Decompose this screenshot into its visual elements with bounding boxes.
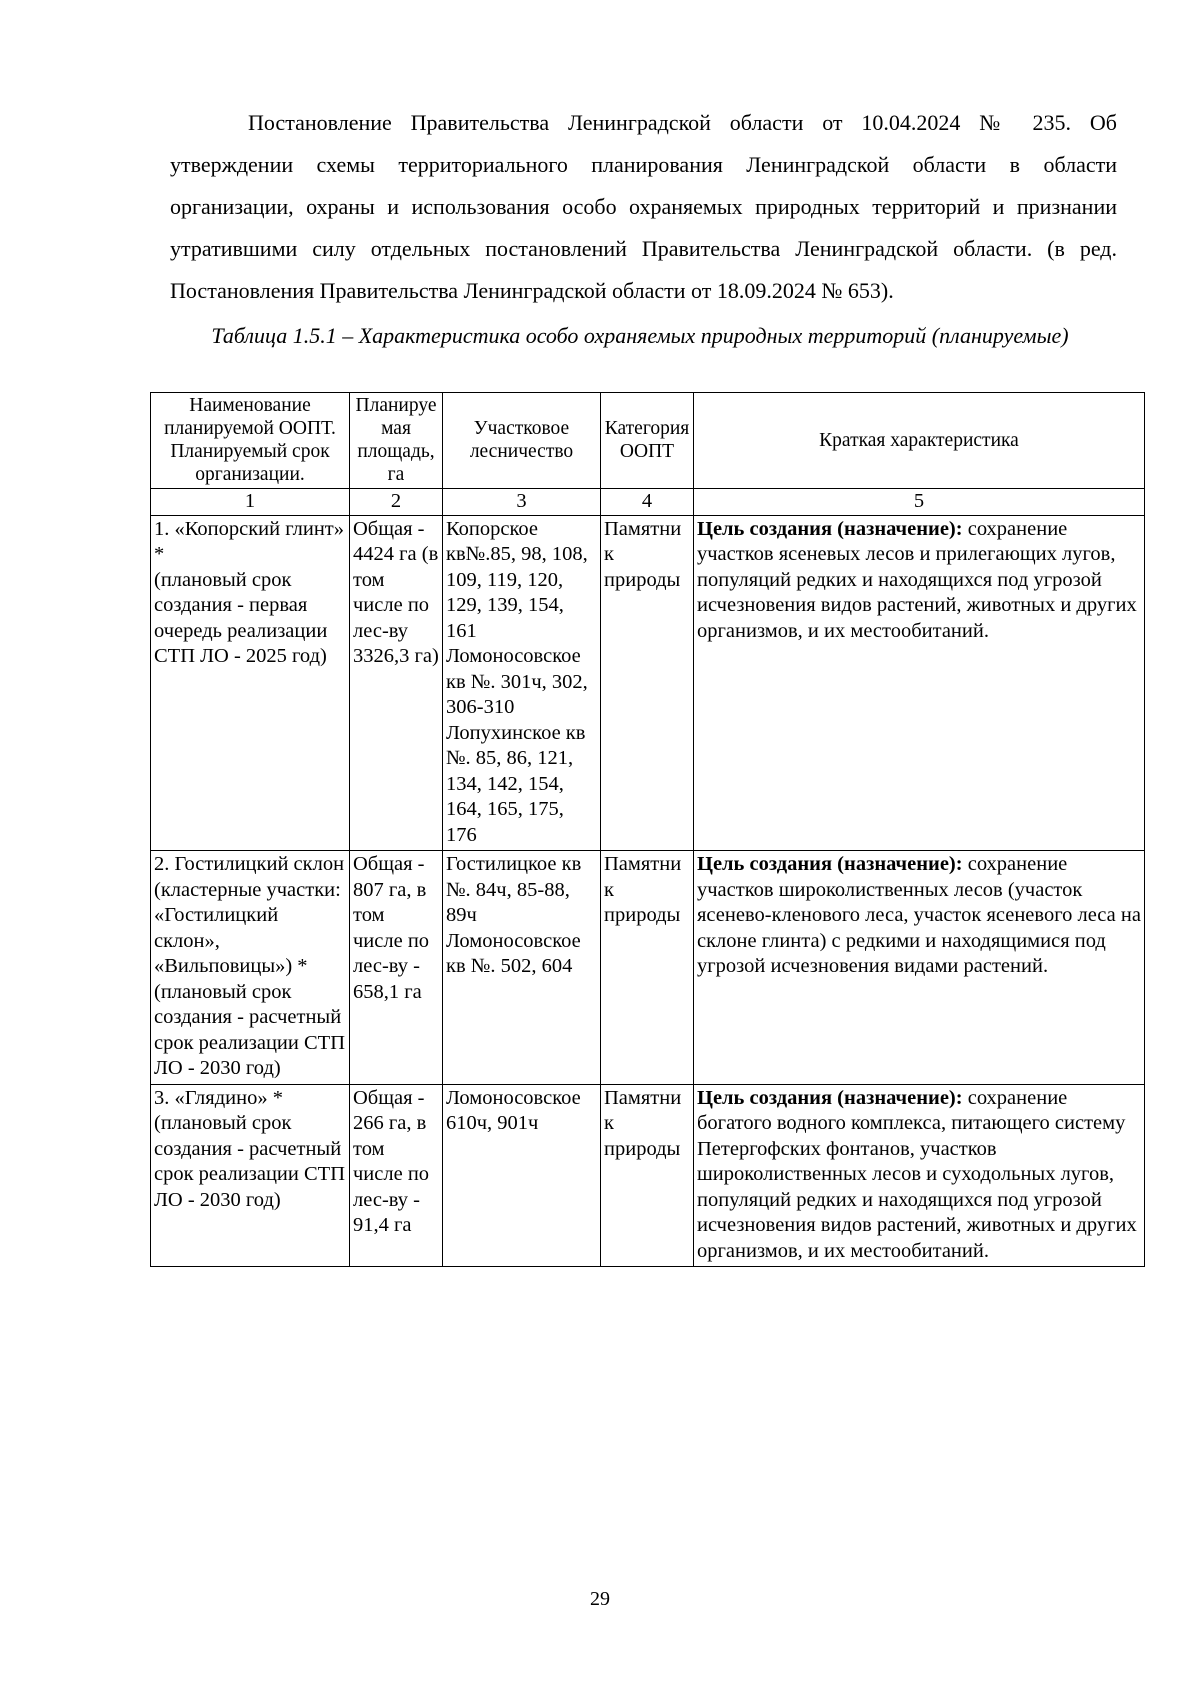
oopt-area: Общая - 4424 га (в том числе по лес-ву 3326,3 га) (350, 515, 443, 851)
oopt-category: Памятник природы (601, 515, 694, 851)
description-text: сохранение участков ясеневых лесов и прилегающих лугов, популяций редких и находящихся под угрозой исчезновения видов растений, животных и других организмов, и их местообитаний. (697, 517, 1137, 642)
oopt-forestry: Ломоносовское 610ч, 901ч (443, 1084, 601, 1267)
oopt-area: Общая - 266 га, в том числе по лес-ву - 91,4 га (350, 1084, 443, 1267)
column-number: 3 (443, 489, 601, 516)
header-area: Планируемая площадь, га (350, 393, 443, 489)
column-number: 4 (601, 489, 694, 516)
header-description: Краткая характеристика (694, 393, 1145, 489)
description-label: Цель создания (назначение): (697, 1086, 963, 1109)
column-number-row (151, 489, 1145, 516)
table-caption: Таблица 1.5.1 – Характеристика особо охраняемых природных территорий (планируемые) (211, 323, 1069, 348)
intro-paragraph: Постановление Правительства Ленинградской области от 10.04.2024 № 235. Об утверждении схемы территориального планирования Ленинградской области в области организации, охраны и использования особо охраняемых природных территорий и признании утратившими силу отдельных постановлений Правительства Ленинградской области. (в ред. Постановления Правительства Ленинградской области от 18.09.2024 № 653). (170, 110, 1117, 303)
column-number: 5 (694, 489, 1145, 516)
header-category: Категория ООПТ (601, 393, 694, 489)
table-header-row (151, 393, 1145, 489)
page-number: 29 (590, 1588, 610, 1610)
table-row (151, 1084, 1145, 1267)
oopt-table (150, 392, 1145, 1267)
oopt-description (694, 515, 1145, 851)
table-row (151, 515, 1145, 851)
oopt-name: 2. Гостилицкий склон (кластерные участки: «Гостилицкий склон», «Вильповицы») * (плановый срок создания - расчетный срок реализации СТП ЛО - 2030 год) (151, 851, 350, 1085)
oopt-category: Памятник природы (601, 851, 694, 1085)
table-row (151, 851, 1145, 1085)
oopt-description (694, 1084, 1145, 1267)
oopt-forestry: Копорское кв№.85, 98, 108, 109, 119, 120, 129, 139, 154, 161 Ломоносовское кв №. 301ч, 302, 306-310 Лопухинское кв №. 85, 86, 121, 134, 142, 154, 164, 165, 175, 176 (443, 515, 601, 851)
column-number: 1 (151, 489, 350, 516)
oopt-description (694, 851, 1145, 1085)
oopt-category: Памятник природы (601, 1084, 694, 1267)
description-text: сохранение богатого водного комплекса, питающего систему Петергофских фонтанов, участков широколиственных лесов и суходольных лугов, популяций редких и находящихся под угрозой исчезновения видов растений, животных и других организмов, и их местообитаний. (697, 1086, 1137, 1262)
oopt-forestry: Гостилицкое кв №. 84ч, 85-88, 89ч Ломоносовское кв №. 502, 604 (443, 851, 601, 1085)
header-name: Наименование планируемой ООПТ. Планируемый срок организации. (151, 393, 350, 489)
oopt-area: Общая - 807 га, в том числе по лес-ву - 658,1 га (350, 851, 443, 1085)
oopt-name: 3. «Глядино» * (плановый срок создания - расчетный срок реализации СТП ЛО - 2030 год) (151, 1084, 350, 1267)
description-label: Цель создания (назначение): (697, 853, 963, 875)
column-number: 2 (350, 489, 443, 516)
description-text: сохранение участков широколиственных лесов (участок ясенево-кленового леса, участок ясеневого леса на склоне глинта) с редкими и находящимися под угрозой исчезновения видами растений. (697, 853, 1141, 977)
description-label: Цель создания (назначение): (697, 517, 963, 540)
header-forestry: Участковое лесничество (443, 393, 601, 489)
oopt-name: 1. «Копорский глинт» * (плановый срок создания - первая очередь реализации СТП ЛО - 2025 год) (151, 515, 350, 851)
